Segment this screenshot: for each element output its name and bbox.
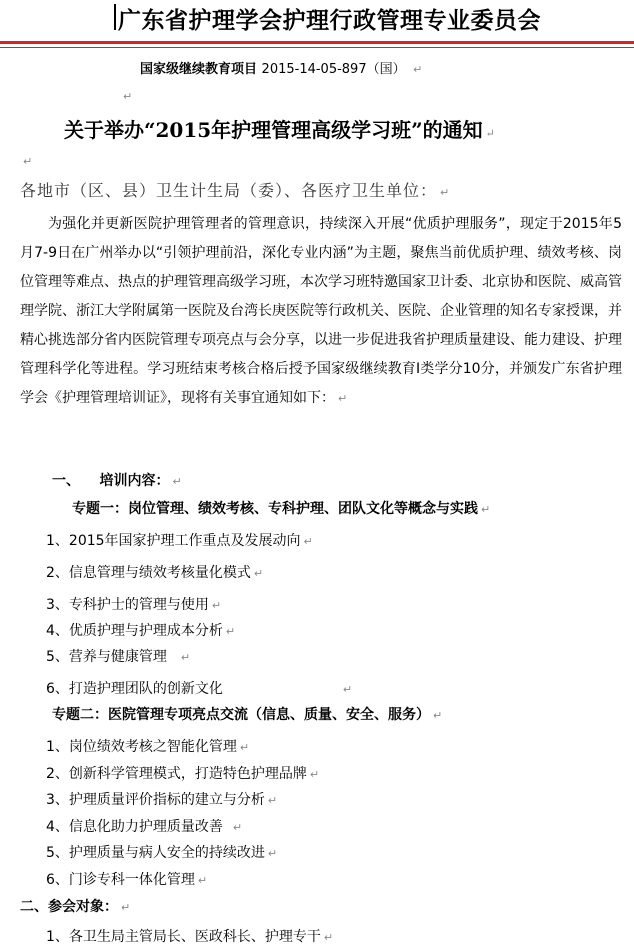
organization-name: 广东省护理学会护理行政管理专业委员会 bbox=[118, 7, 541, 34]
salutation bbox=[20, 178, 450, 201]
project-label: 国家级继续教育项目 bbox=[140, 62, 258, 77]
list-item: 3、护理质量评价指标的建立与分析 ↵ bbox=[46, 792, 278, 808]
list-item: 1、各卫生局主管局长、医政科长、护理专干 ↵ bbox=[46, 929, 334, 945]
header-rule-thick bbox=[0, 41, 634, 44]
list-item: 2、创新科学管理模式，打造特色护理品牌 ↵ bbox=[46, 766, 320, 782]
list-item: 4、优质护理与护理成本分析 ↵ bbox=[46, 623, 236, 639]
list-item: 6、打造护理团队的创新文化 ↵ bbox=[46, 681, 353, 697]
topic-heading-one bbox=[72, 498, 490, 518]
paragraph-mark: ↵ bbox=[121, 901, 131, 914]
paragraph-mark: ↵ bbox=[440, 186, 451, 199]
notice-body bbox=[20, 210, 622, 413]
section-heading-participants bbox=[20, 896, 130, 916]
project-line bbox=[140, 58, 422, 77]
section-heading-text: 一、 培训内容： bbox=[52, 473, 170, 489]
salutation-text: 各地市（区、县）卫生计生局（委）、各医疗卫生单位： bbox=[20, 181, 438, 200]
list-item: 4、信息化助力护理质量改善 ↵ bbox=[46, 819, 243, 835]
notice-body-text: 为强化并更新医院护理管理者的管理意识，持续深入开展“优质护理服务”，现定于2015年5月7-9日在广州举办以“引领护理前沿，深化专业内涵”为主题，聚焦当前优质护理、绩效考核、岗位管理等难点、热点的护理管理高级学习班，本次学习班特邀国家卫计委、北京协和医院、威高管理学院、浙江大学附属第一医院及台湾长庚医院等行政机关、医院、企业管理的知名专家授课，并精心挑选部分省内医院管理专项亮点与会分享，以进一步促进我省护理质量建设、能力建设、护理管理科学化等进程。学习班结束考核合格后授予国家级继续教育Ⅰ类学分10分，并颁发广东省护理学会《护理管理培训证》，现将有关事宜通知如下： bbox=[20, 216, 622, 406]
section-heading-text: 二、参会对象： bbox=[20, 899, 118, 915]
list-item: 1、2015年国家护理工作重点及发展动向 ↵ bbox=[46, 533, 313, 549]
paragraph-mark: ↵ bbox=[485, 127, 495, 140]
list-item: 2、信息管理与绩效考核量化模式 ↵ bbox=[46, 565, 264, 581]
section-heading-training-content bbox=[52, 470, 182, 490]
text-cursor bbox=[114, 4, 116, 30]
paragraph-mark: ↵ bbox=[123, 90, 133, 103]
paragraph-mark: ↵ bbox=[481, 503, 491, 516]
topic-heading-two bbox=[52, 704, 442, 724]
paragraph-mark: ↵ bbox=[413, 63, 423, 76]
notice-title bbox=[64, 114, 495, 143]
project-number: 2015-14-05-897（国） bbox=[261, 62, 406, 77]
topic-heading-text: 专题一：岗位管理、绩效考核、专科护理、团队文化等概念与实践 bbox=[72, 501, 478, 517]
list-item: 5、营养与健康管理 ↵ bbox=[46, 649, 191, 665]
list-item: 6、门诊专科一体化管理 ↵ bbox=[46, 872, 208, 888]
list-item: 3、专科护士的管理与使用 ↵ bbox=[46, 597, 222, 613]
topic-heading-text: 专题二：医院管理专项亮点交流（信息、质量、安全、服务） bbox=[52, 707, 430, 723]
list-item: 5、护理质量与病人安全的持续改进 ↵ bbox=[46, 845, 278, 861]
paragraph-mark: ↵ bbox=[338, 392, 348, 405]
notice-title-text: 关于举办“2015年护理管理高级学习班”的通知 bbox=[64, 118, 483, 142]
paragraph-mark: ↵ bbox=[433, 709, 443, 722]
paragraph-mark: ↵ bbox=[23, 155, 33, 168]
header-rule-thin bbox=[0, 47, 634, 48]
paragraph-mark: ↵ bbox=[172, 475, 182, 488]
list-item: 1、岗位绩效考核之智能化管理 ↵ bbox=[46, 739, 250, 755]
